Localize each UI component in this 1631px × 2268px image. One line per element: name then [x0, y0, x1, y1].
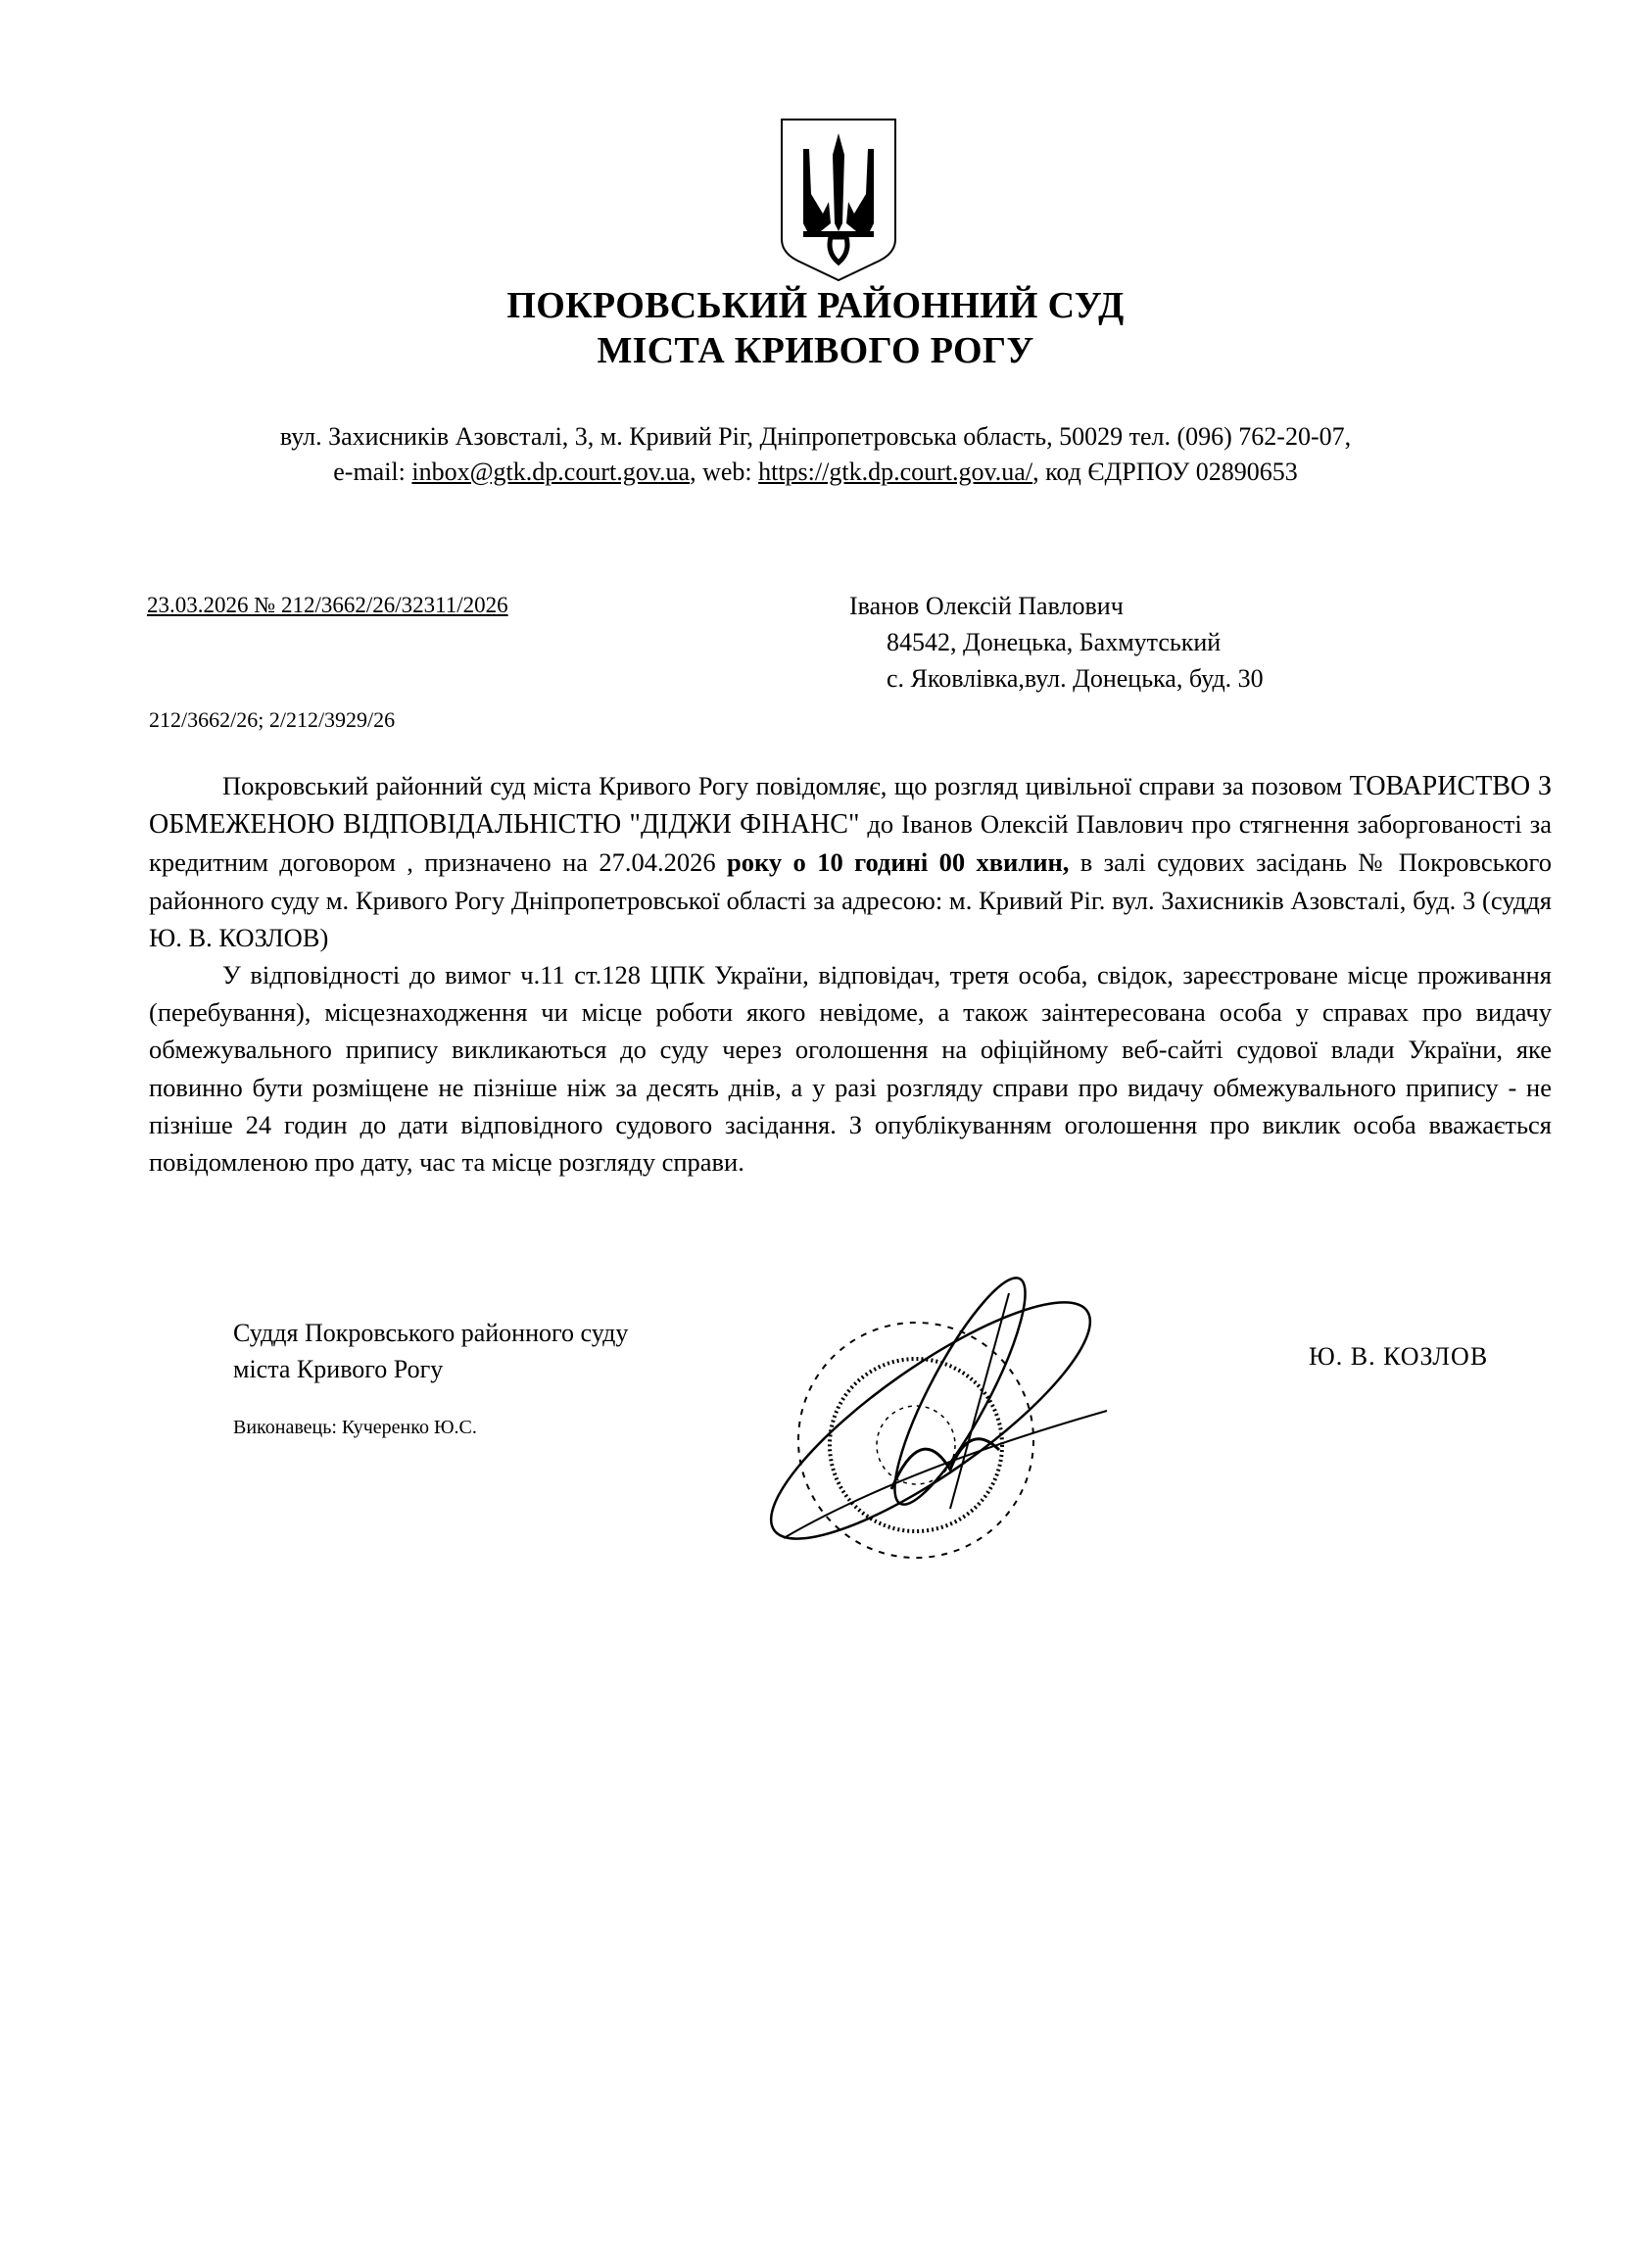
case-numbers: 212/3662/26; 2/212/3929/26 [149, 707, 396, 732]
court-name-line2: МІСТА КРИВОГО РОГУ [597, 330, 1034, 371]
hearing-time: року о 10 годині 00 хвилин, [727, 847, 1070, 878]
plaintiff-name: ТОВАРИСТВО З ОБМЕЖЕНОЮ ВІДПОВІДАЛЬНІСТЮ "ДІДЖИ ФІНАНС" [149, 771, 1552, 841]
paragraph-summons: Покровський районний суд міста Кривого Рогу повідомляє, що розгляд цивільної справи за позовом ТОВАРИСТВО З ОБМЕЖЕНОЮ ВІДПОВІДАЛЬНІСТЮ "ДІДЖИ ФІНАНС" до Іванов Олексій Павлович про стягнення заборгованості за кредитним договором , призначено на 27.04.2026 року о 10 годині 00 хвилин, в залі судових засідань № Покровського районного суду м. Кривого Рогу Дніпропетровської області за адресою: м. Кривий Ріг. вул. Захисників Азовсталі, буд. 3 (суддя Ю. В. КОЗЛОВ) [149, 771, 1552, 952]
coat-of-arms-icon [772, 116, 905, 282]
web-link[interactable]: https://gtk.dp.court.gov.ua/ [758, 458, 1033, 486]
court-seal-signature-icon [725, 1274, 1136, 1568]
recipient-address-line2: с. Яковлівка,вул. Донецька, буд. 30 [887, 664, 1264, 693]
paragraph-legal-notice: У відповідності до вимог ч.11 ст.128 ЦПК України, відповідач, третя особа, свідок, зареєстроване місце проживання (перебування), місцезнаходження чи місце роботи якого невідоме, а також заінтересована особа у справах про видачу обмежувального припису викликаються до суду через оголошення на офіційному веб-сайті судової влади України, яке повинно бути розміщене не пізніше ніж за десять днів, а у разі розгляду справи про видачу обмежувального припису - не пізніше 24 годин до дати відповідного судового засідання. З опублікуванням оголошення про виклик особа вважається повідомленою про дату, час та місце розгляду справи. [149, 960, 1552, 1178]
court-name-line1: ПОКРОВСЬКИЙ РАЙОННИЙ СУД [506, 285, 1125, 326]
court-address: вул. Захисників Азовсталі, 3, м. Кривий Ріг, Дніпропетровська область, 50029 тел. (096) 762-20-07, [279, 422, 1352, 451]
email-link[interactable]: inbox@gtk.dp.court.gov.ua [411, 458, 691, 486]
recipient-name: Іванов Олексій Павлович [849, 592, 1124, 620]
outgoing-reference: 23.03.2026 № 212/3662/26/32311/2026 [147, 593, 508, 617]
court-contacts [0, 455, 1631, 490]
email-label: e-mail: [333, 458, 412, 486]
judge-name: Ю. В. КОЗЛОВ [1309, 1342, 1489, 1371]
notice-body [149, 767, 1552, 1181]
judge-position: Суддя Покровського районного суду міста Кривого Рогу [233, 1319, 629, 1383]
recipient-address-line1: 84542, Донецька, Бахмутський [887, 628, 1222, 656]
executor: Виконавець: Кучеренко Ю.С. [233, 1417, 477, 1438]
recipient-block [849, 588, 1264, 697]
web-label: , web: [690, 458, 759, 486]
edrpou-code: , код ЄДРПОУ 02890653 [1032, 458, 1298, 486]
